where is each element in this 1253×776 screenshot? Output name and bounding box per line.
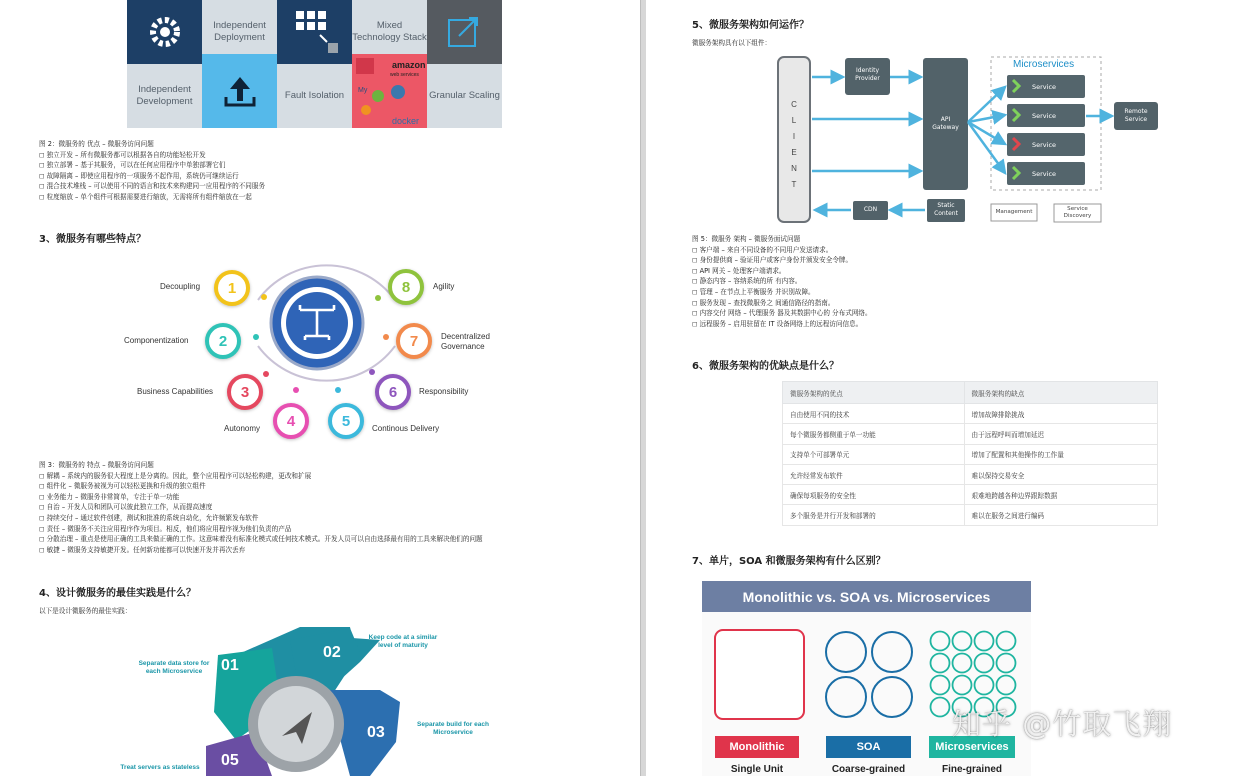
table-cell: 每个微服务都侧重于单一功能 [783, 424, 965, 444]
microservice-circle [997, 654, 1016, 673]
caption-line: ◻ 客户端 – 来自不同设备的不同用户发送请求。 [692, 245, 833, 254]
table-cell: 增加了配置和其他操作的工作量 [964, 444, 1157, 464]
client-letter: L [791, 116, 797, 125]
tile-granular-scaling: Granular Scaling [427, 64, 502, 128]
service-label: Service [1032, 170, 1057, 178]
microservices-title: Microservices [1013, 59, 1075, 70]
caption-line: 图 3：微服务的 特点 – 微服务访问问题 [39, 461, 154, 469]
client-letter: E [791, 148, 797, 157]
practice-number-03: 03 [367, 724, 385, 741]
svg-text:web services: web services [390, 72, 419, 78]
feature-number-5: 5 [328, 403, 364, 439]
caption-line: ◻ 远程服务 – 启用驻留在 IT 设备网络上的远程访问信息。 [692, 319, 863, 328]
feature-number-4: 4 [273, 403, 309, 439]
service-label: Service [1032, 141, 1057, 149]
microservice-circle [975, 654, 994, 673]
feature-label-componentization: Componentization [124, 336, 189, 345]
caption-line: ◻ 身份提供商 – 验证用户或客户身份并颁发安全令牌。 [692, 256, 853, 265]
table-cell: 自由使用不同的技术 [783, 404, 965, 424]
tile-mixed-technology-stack: Mixed Technology Stack [352, 0, 427, 64]
feature-number-2: 2 [205, 323, 241, 359]
microservice-circle [975, 632, 994, 651]
caption-line: 图 5：微服务 架构 – 微服务面试问题 [692, 235, 801, 243]
table-cell: 允许经常发布软件 [783, 464, 965, 484]
feature-number-3: 3 [227, 374, 263, 410]
watermark: 知乎 @竹取飞翔 [952, 707, 1173, 741]
practice-line: level of maturity [378, 642, 428, 649]
label-line: Service [1124, 116, 1148, 123]
section4-heading: 4、设计微服务的最佳实践是什么？ [39, 588, 196, 599]
microservice-circle [931, 654, 950, 673]
header-cons: 微服务架构的缺点 [964, 382, 1157, 404]
label-line: Identity [856, 67, 879, 74]
caption-line: ◻ 独立部署 – 基于其服务，可以在任何应用程序中单独部署它们 [39, 161, 226, 170]
label-line: API [940, 116, 951, 123]
caption-line: 图 2：微服务的 优点 – 微服务访问问题 [39, 140, 154, 148]
section3-heading: 3、微服务有哪些特点？ [39, 234, 146, 245]
table-cell: 支持单个可部署单元 [783, 444, 965, 464]
service-label: Service [1032, 112, 1057, 120]
section6-heading: 6、微服务架构的优缺点是什么？ [692, 361, 839, 372]
caption-line: ◻ 管理 – 在节点上平衡服务 并识别故障。 [692, 287, 815, 296]
header-pros: 微服务架构的优点 [783, 382, 965, 404]
caption-line: ◻ 静态内容 – 容纳系统的所 有内容。 [692, 277, 802, 286]
caption-line: ◻ 组件化 – 微服务被视为可以轻松更换和升级的独立组件 [39, 482, 206, 491]
microservice-circle [931, 698, 950, 717]
feature-label-autonomy: Autonomy [224, 424, 261, 433]
client-letter: N [791, 164, 797, 173]
feature-label-responsibility: Responsibility [419, 387, 469, 396]
management-label: Management [995, 209, 1033, 215]
table-cell: 确保每项服务的安全性 [783, 485, 965, 505]
section5-intro: 微服务架构具有以下组件： [692, 39, 772, 47]
practice-line: each Microservice [145, 668, 203, 675]
badge-soa: SOA [826, 736, 911, 758]
feature-number-6: 6 [375, 374, 411, 410]
microservice-circle [931, 676, 950, 695]
table-cell: 由于远程呼叫而增加延迟 [964, 424, 1157, 444]
caption-line: ◻ 服务发现 – 查找微服务之 间通信路径的指南。 [692, 298, 835, 307]
practice-number-01: 01 [221, 657, 239, 674]
caption-line: ◻ 故障隔离 – 即使应用程序的一项服务不起作用，系统仍可继续运行 [39, 171, 239, 180]
practice-line: Separate build for each [417, 721, 489, 728]
caption-line: ◻ 分散治理 – 重点是使用正确的工具来做正确的工作。这意味着没有标准化模式或任何技术模式。开发人员可以自由选择最有用的工具来解决他们的问题 [39, 535, 483, 544]
practice-line: Microservice [433, 729, 473, 736]
client-letter: C [791, 100, 797, 109]
tile-fault-isolation: Fault Isolation [277, 64, 352, 128]
caption-line: ◻ 粒度缩放 – 单个组件可根据需要进行缩放，无需将所有组件缩放在一起 [39, 192, 252, 201]
label-line: Governance [441, 342, 485, 351]
table-cell: 艰难地跨越各种边界跟踪数据 [964, 485, 1157, 505]
practice-number-02: 02 [323, 644, 341, 661]
service-label: Service [1032, 83, 1057, 91]
caption-line: ◻ 敏捷 – 微服务支持敏捷开发。任何新功能都可以快速开发并再次丢弃 [39, 545, 246, 554]
client-letter: T [791, 180, 797, 189]
caption-line: ◻ 自治 – 开发人员和团队可以彼此独立工作，从而提高速度 [39, 503, 213, 512]
feature-label-continous-delivery: Continous Delivery [372, 424, 440, 433]
tile-independent-development: Independent Development [127, 64, 202, 128]
feature-number-1: 1 [214, 270, 250, 306]
comparison-title: Monolithic vs. SOA vs. Microservices [702, 581, 1031, 612]
section7-heading: 7、单片，SOA 和微服务架构有什么区别？ [692, 556, 886, 567]
cdn-label: CDN [863, 206, 878, 213]
caption-line: ◻ 业务能力 – 微服务非常简单，专注于单一功能 [39, 492, 180, 501]
section5-heading: 5、微服务架构如何运作？ [692, 20, 809, 31]
microservice-circle [953, 632, 972, 651]
svg-text:amazon: amazon [392, 60, 426, 70]
microservice-circle [997, 676, 1016, 695]
caption-line: ◻ 独立开发 – 所有微服务都可以根据各自的功能轻松开发 [39, 150, 206, 159]
monolithic-block [715, 630, 804, 719]
label-line: Remote [1124, 108, 1148, 115]
table-cell: 难以保持交易安全 [964, 464, 1157, 484]
microservice-circle [953, 654, 972, 673]
table-cell: 难以在服务之间进行编码 [964, 505, 1157, 525]
feature-label-agility: Agility [433, 282, 455, 291]
practice-line: Separate data store for [138, 660, 210, 667]
practice-text-05: Treat servers as stateless [120, 764, 200, 771]
client-letter: I [792, 132, 796, 141]
feature-number-8: 8 [388, 269, 424, 305]
microservice-circle [931, 632, 950, 651]
caption-line: ◻ API 网关 – 处理客户端请求。 [692, 266, 786, 275]
sub-soa: Coarse-grained [831, 764, 906, 775]
feature-label-business-capabilities: Business Capabilities [137, 387, 214, 396]
caption-line: ◻ 混合技术堆栈 – 可以使用不同的语言和技术来构建同一应用程序的不同服务 [39, 182, 266, 191]
table-cell: 增加故障排除挑战 [964, 404, 1157, 424]
microservice-circle [953, 676, 972, 695]
badge-microservices: Microservices [929, 736, 1015, 758]
section4-intro: 以下是设计微服务的最佳实践： [39, 607, 132, 615]
label-line: Decentralized [441, 332, 490, 341]
label-line: Content [934, 210, 958, 217]
soa-circles [826, 632, 912, 717]
feature-number-7: 7 [396, 323, 432, 359]
label-line: Gateway [932, 124, 959, 131]
table-cell: 多个服务是并行开发和部署的 [783, 505, 965, 525]
label-line: Provider [855, 75, 880, 82]
feature-label-decoupling: Decoupling [160, 282, 201, 291]
sub-microservices: Fine-grained [941, 764, 1002, 775]
caption-line: ◻ 责任 – 微服务不关注应用程序作为项目。相反，他们将应用程序视为他们负责的产品 [39, 524, 292, 533]
label-line: Service [1067, 206, 1088, 212]
label-line: Discovery [1063, 213, 1092, 219]
microservice-circle [975, 676, 994, 695]
microservice-circle [997, 632, 1016, 651]
badge-monolithic: Monolithic [715, 736, 799, 758]
svg-text:My: My [358, 87, 368, 94]
sub-monolithic: Single Unit [730, 764, 784, 775]
caption-line: ◻ 持续交付 – 通过软件创建，测试和批准的系统自动化，允许频繁发布软件 [39, 513, 259, 522]
tile-independent-deployment: Independent Deployment [202, 0, 277, 64]
practice-number-05: 05 [221, 752, 239, 769]
practice-line: Keep code at a similar [368, 634, 438, 641]
caption-line: ◻ 解耦 – 系统内的服务很大程度上是分离的。因此，整个应用程序可以轻松构建，更改和扩展 [39, 471, 312, 480]
caption-line: ◻ 内容交付 网络 – 代理服务 器及其数据中心的 分布式网络。 [692, 309, 872, 318]
label-line: Static [937, 202, 955, 209]
svg-text:docker: docker [392, 116, 420, 126]
